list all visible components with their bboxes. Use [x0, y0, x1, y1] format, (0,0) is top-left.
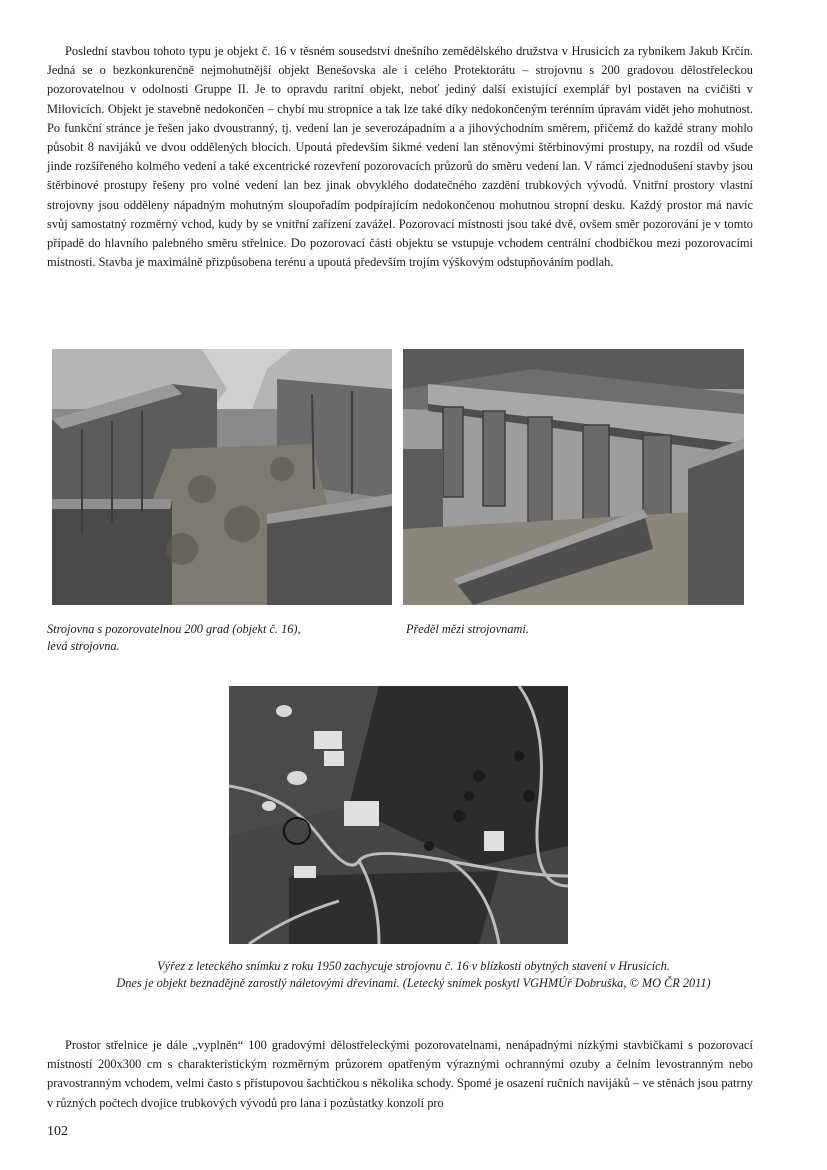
- caption-aerial-line2: Dnes je objekt beznadějně zarostlý náletovými dřevinami. (Letecký snímek poskytl VGHMÚř Dobruška, © MO ČR 2011): [116, 976, 711, 990]
- body-paragraph-2: Prostor střelnice je dále „vyplněn“ 100 gradovými dělostřeleckými pozorovatelnami, nenápadnými nízkými stavbičkami s pozorovací místností 200x300 cm s charakteristickým rozměrným průzorem opatřeným výraznými ochrannými ozuby a čelním levostranným nebo pravostranným vchodem, velmi často s přístupovou šachtičkou s několika schody. Spomé je osazení ručních navijáků – ve stěnách jsou patrny v různých počtech dvojice trubkových vývodů pro lana i pozůstatky konzolí pro: [47, 1038, 753, 1110]
- caption-left-line2: levá strojovna.: [47, 639, 120, 653]
- caption-aerial-line1: Výřez z leteckého snímku z roku 1950 zachycuje strojovnu č. 16 v blízkosti obytných stavení v Hrusicích.: [157, 959, 670, 973]
- body-paragraph-1: Poslední stavbou tohoto typu je objekt č. 16 v těsném sousedství dnešního zemědělského družstva v Hrusicích za rybníkem Jakub Krčín. Jedná se o bezkonkurenčně nejmohutnější objekt Benešovska ale i celého Protektorátu – strojovnu s 200 gradovou dělostřeleckou pozorovatelnou v odolnosti Gruppe II. Je to opravdu raritní objekt, neboť jediný další existující exemplář byl postaven na cvičišti v Milovicích. Objekt je stavebně nedokončen – chybí mu stropnice a tak lze také díky nedokončeným terénním úpravám vidět jeho mohutnost. Po funkční stránce je řešen jako dvoustranný, tj. vedení lan je severozápadním a a jihovýchodním směrem, přičemž do každé strany mohlo působit 8 navijáků ve dvou oddělených blocích. Upoutá především šikmé vedení lan stěnovými štěrbinovými prostupy, na rozdíl od všude jinde rozšířeného kolmého vedení a také excentrické rozevření pozorovacích průzorů do směru vedení lan. V rámci zjednodušení stavby jsou štěrbinové prostupy řešeny pro volné vedení lan bez jinak obvyklého dodatečného zazdění trubkových vývodů. Vnitřní prostory vlastní strojovny jsou odděleny nápadným mohutným sloupořadím podpírajícím nedokončenou mohutnou stropní desku. Každý prostor má navíc svůj samostatný rozměrný vchod, kudy by se vnitřní zařízení zavážel. Pozorovací místnosti jsou také dvě, ovšem směr pozorování je v tomto případě do hlavního palebného směru střelnice. Do pozorovací části objektu se vstupuje vchodem centrální chodbičkou mezi pozorovacími místnosti. Stavba je maximálně přizpůsobena terénu a upoutá především trojím výškovým odstupňováním podlah.: [47, 44, 753, 270]
- photo-right-partition: [403, 349, 744, 605]
- caption-left-photo: [47, 621, 367, 655]
- aerial-photo: [229, 686, 568, 944]
- caption-left-line1: Strojovna s pozorovatelnou 200 grad (objekt č. 16),: [47, 622, 301, 636]
- caption-aerial-photo: [40, 958, 787, 992]
- caption-right-photo: Předěl mězi strojovnami.: [406, 622, 529, 636]
- page-number: 102: [47, 1124, 68, 1139]
- photo-left-machine-room: [52, 349, 392, 605]
